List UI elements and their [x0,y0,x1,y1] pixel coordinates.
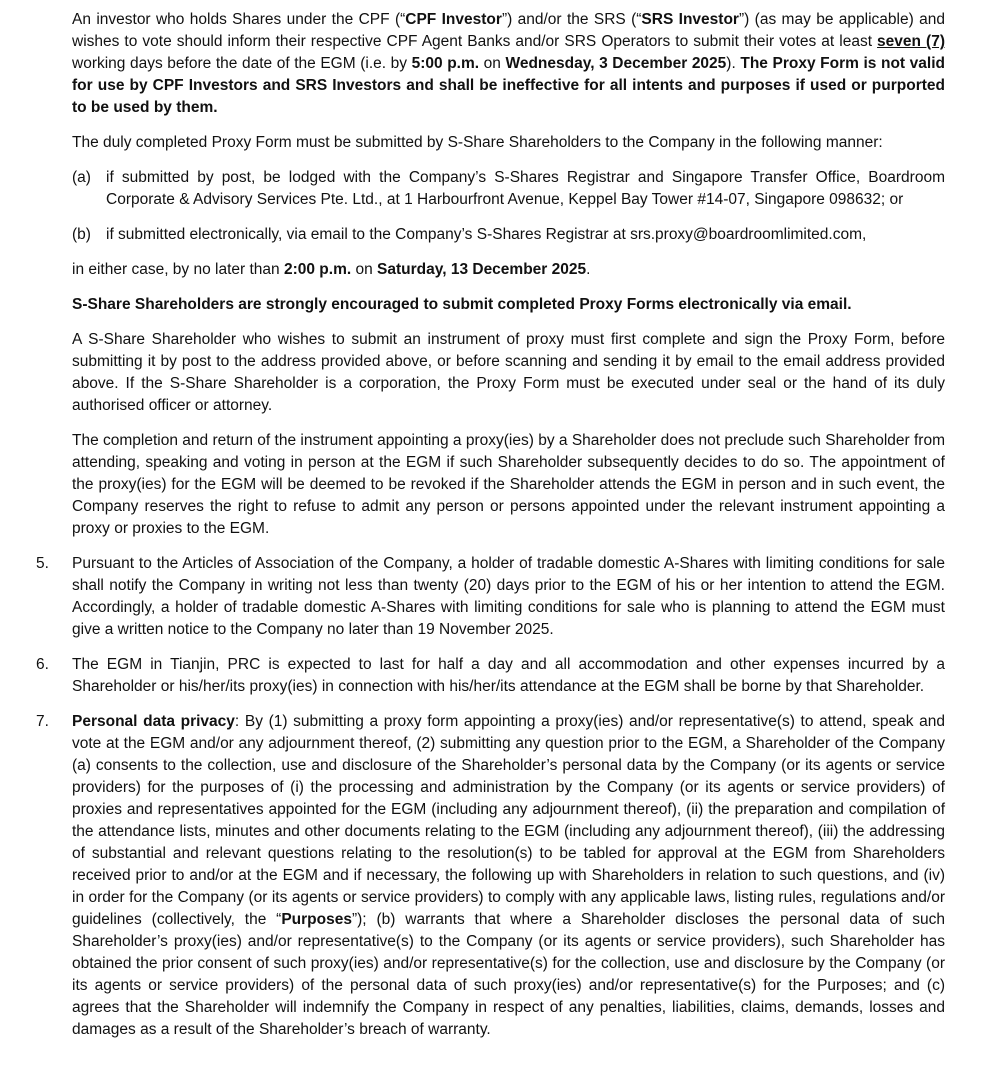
note-item-5 [36,553,945,641]
paragraph-completion-return: The completion and return of the instrument appointing a proxy(ies) by a Shareholder does not preclude such Shareholder from attending, speaking and voting in person at the EGM if such Shareholder subsequently decides to do so. The appointment of the proxy(ies) for the EGM will be deemed to be revoked if the Shareholder attends the EGM in person and in such event, the Company reserves the right to refuse to admit any person or persons appointed under the relevant instrument appointing a proxy or proxies to the EGM. [72,432,945,537]
list-item-a-text: if submitted by post, be lodged with the Company’s S-Shares Registrar and Singapore Transfer Office, Boardroom Corporate & Advisory Services Pte. Ltd., at 1 Harbourfront Avenue, Keppel Bay Tower #14-07, Singapore 098632; or [106,169,945,208]
paragraph-deadline: in either case, by no later than 2:00 p.m. on Saturday, 13 December 2025. [72,261,591,278]
note-item-7-number: 7. [36,713,49,730]
note-item-5-text: Pursuant to the Articles of Association of the Company, a holder of tradable domestic A-Shares with limiting conditions for sale shall notify the Company in writing not less than twenty (20) days prior to the EGM of his or her intention to attend the EGM. Accordingly, a holder of tradable domestic A-Shares with limiting conditions for sale who is planning to attend the EGM must give a written notice to the Company no later than 19 November 2025. [72,555,945,638]
note-item-6-text: The EGM in Tianjin, PRC is expected to last for half a day and all accommodation and other expenses incurred by a Shareholder or his/her/its proxy(ies) in connection with his/her/its attendance at the EGM shall be borne by that Shareholder. [72,656,945,695]
paragraph-submission-manner: The duly completed Proxy Form must be submitted by S-Share Shareholders to the Company in the following manner: [72,134,883,151]
paragraph-sign-proxy-form: A S-Share Shareholder who wishes to submit an instrument of proxy must first complete and sign the Proxy Form, before submitting it by post to the address provided above, or before scanning and sending it by email to the email address provided above. If the S-Share Shareholder is a corporation, the Proxy Form must be executed under seal or the hand of its duly authorised officer or attorney. [72,331,945,414]
list-marker-a: (a) [72,169,91,186]
note-item-6-number: 6. [36,656,49,673]
list-item-a [72,167,945,211]
list-item-b-text: if submitted electronically, via email to the Company’s S-Shares Registrar at srs.proxy@boardroomlimited.com, [106,226,867,243]
note-item-7-text: Personal data privacy: By (1) submitting a proxy form appointing a proxy(ies) and/or representative(s) to attend, speak and vote at the EGM and/or any adjournment thereof, (2) submitting any question prior to the EGM, a Shareholder of the Company (a) consents to the collection, use and disclosure of the Shareholder’s personal data by the Company (or its agents or service providers) for the purposes of (i) the processing and administration by the Company (or its agents or service providers) of proxies and representatives appointed for the EGM (including any adjournment thereof), (ii) the preparation and compilation of the attendance lists, minutes and other documents relating to the EGM (including any adjournment thereof), (iii) the addressing of substantial and relevant questions relating to the resolution(s) to be tabled for approval at the EGM from Shareholders received prior to and/or at the EGM and if necessary, the following up with Shareholders in relation to such questions, and (iv) in order for the Company (or its agents or service providers) to comply with any applicable laws, listing rules, regulations and/or guidelines (collectively, the “Purposes”); (b) warrants that where a Shareholder discloses the personal data of such Shareholder’s proxy(ies) and/or representative(s) to the Company (or its agents or service providers), such Shareholder has obtained the prior consent of such proxy(ies) and/or representative(s) for the collection, use and disclosure by the Company (or its agents or service providers) of the personal data of such proxy(ies) and/or representative(s) for the Purposes; and (c) agrees that the Shareholder will indemnify the Company in respect of any penalties, liabilities, claims, demands, losses and damages as a result of the Shareholder’s breach of warranty. [72,713,946,1038]
list-item-b [72,224,945,246]
note-item-7 [36,711,945,1041]
paragraph-email-encouragement: S-Share Shareholders are strongly encouraged to submit completed Proxy Forms electronically via email. [72,296,852,313]
note-item-5-number: 5. [36,555,49,572]
list-marker-b: (b) [72,226,91,243]
note-item-6 [36,654,945,698]
paragraph-cpf-srs-investor: An investor who holds Shares under the CPF (“CPF Investor”) and/or the SRS (“SRS Investor”) (as may be applicable) and wishes to vote should inform their respective CPF Agent Banks and/or SRS Operators to submit their votes at least seven (7) working days before the date of the EGM (i.e. by 5:00 p.m. on Wednesday, 3 December 2025). The Proxy Form is not valid for use by CPF Investors and SRS Investors and shall be ineffective for all intents and purposes if used or purported to be used by them. [72,11,945,116]
